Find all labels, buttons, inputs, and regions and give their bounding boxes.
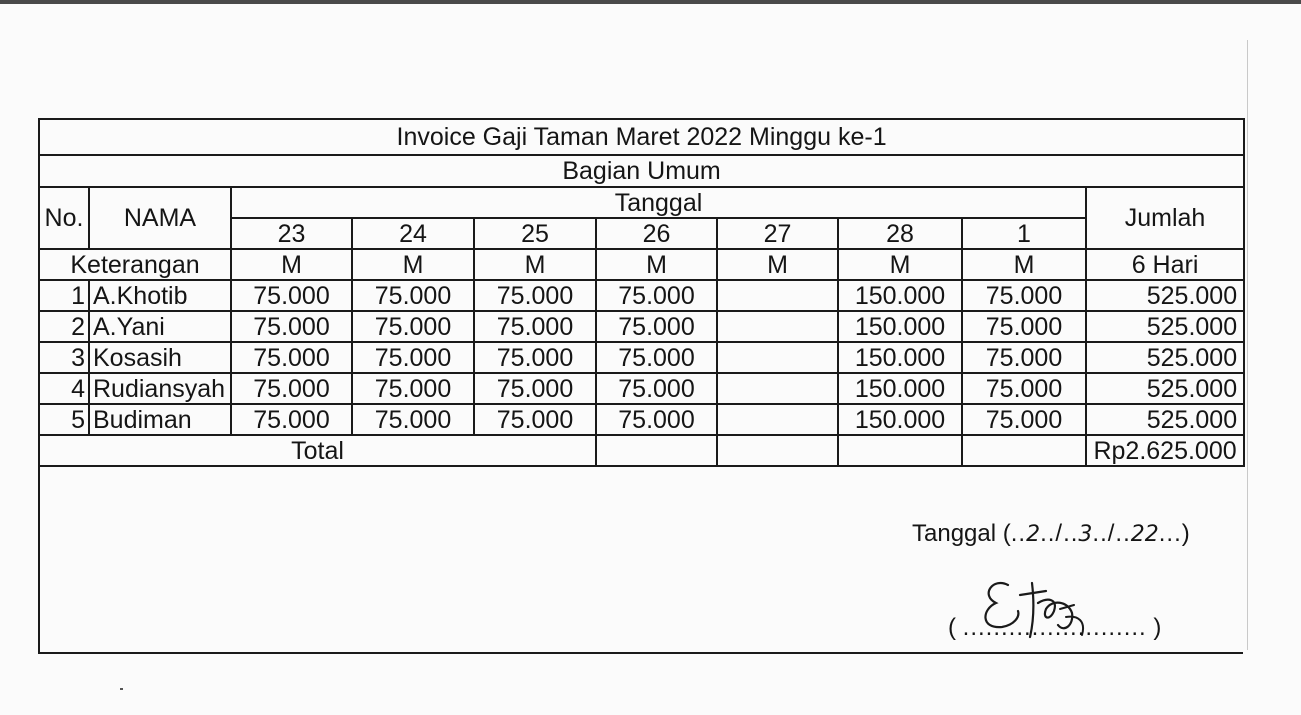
row-no: 2	[39, 311, 89, 342]
row-name: Kosasih	[89, 342, 231, 373]
row-d23: 75.000	[231, 373, 352, 404]
row-d27	[717, 311, 838, 342]
row-d1: 75.000	[962, 342, 1086, 373]
scan-top-edge	[0, 0, 1301, 4]
row-d26: 75.000	[596, 280, 717, 311]
row-name: Rudiansyah	[89, 373, 231, 404]
row-d28: 150.000	[838, 342, 962, 373]
invoice-title: Invoice Gaji Taman Maret 2022 Minggu ke-1	[39, 119, 1244, 155]
date-col-28: 28	[838, 218, 962, 249]
row-d27	[717, 404, 838, 435]
row-name: A.Yani	[89, 311, 231, 342]
table-row	[39, 404, 1244, 435]
row-d28: 150.000	[838, 311, 962, 342]
row-name: A.Khotib	[89, 280, 231, 311]
row-d28: 150.000	[838, 373, 962, 404]
date-col-27: 27	[717, 218, 838, 249]
jumlah-days: 6 Hari	[1086, 249, 1244, 280]
footer-date: Tanggal (..2../..3../..22...)	[912, 520, 1190, 547]
row-d24: 75.000	[352, 404, 474, 435]
header-nama: NAMA	[89, 187, 231, 249]
code-25: M	[474, 249, 596, 280]
row-d24: 75.000	[352, 280, 474, 311]
row-no: 3	[39, 342, 89, 373]
sig-close: )	[1153, 614, 1162, 641]
row-d25: 75.000	[474, 404, 596, 435]
total-empty-cell	[596, 435, 717, 466]
invoice-table	[38, 118, 1245, 467]
row-d26: 75.000	[596, 373, 717, 404]
row-d1: 75.000	[962, 373, 1086, 404]
row-total: 525.000	[1086, 342, 1244, 373]
row-d23: 75.000	[231, 404, 352, 435]
row-d27	[717, 342, 838, 373]
row-d1: 75.000	[962, 404, 1086, 435]
table-row	[39, 311, 1244, 342]
row-d1: 75.000	[962, 280, 1086, 311]
row-total: 525.000	[1086, 280, 1244, 311]
code-28: M	[838, 249, 962, 280]
table-row	[39, 373, 1244, 404]
row-d25: 75.000	[474, 311, 596, 342]
row-d1: 75.000	[962, 311, 1086, 342]
row-d25: 75.000	[474, 280, 596, 311]
row-total: 525.000	[1086, 404, 1244, 435]
header-keterangan: Keterangan	[39, 249, 231, 280]
code-24: M	[352, 249, 474, 280]
header-jumlah: Jumlah	[1086, 187, 1244, 249]
grand-total: Rp2.625.000	[1086, 435, 1244, 466]
code-23: M	[231, 249, 352, 280]
date-col-25: 25	[474, 218, 596, 249]
row-d23: 75.000	[231, 342, 352, 373]
row-d28: 150.000	[838, 280, 962, 311]
table-row	[39, 280, 1244, 311]
row-d24: 75.000	[352, 373, 474, 404]
row-d26: 75.000	[596, 311, 717, 342]
row-name: Budiman	[89, 404, 231, 435]
invoice-subtitle: Bagian Umum	[39, 155, 1244, 187]
scan-speck	[120, 688, 123, 690]
date-year: 22	[1130, 522, 1159, 547]
row-d24: 75.000	[352, 342, 474, 373]
total-empty-cell	[962, 435, 1086, 466]
date-month: 3	[1078, 522, 1093, 547]
row-d25: 75.000	[474, 373, 596, 404]
row-d24: 75.000	[352, 311, 474, 342]
row-d28: 150.000	[838, 404, 962, 435]
row-total: 525.000	[1086, 373, 1244, 404]
row-d27	[717, 280, 838, 311]
total-row	[39, 435, 1244, 466]
header-no: No.	[39, 187, 89, 249]
sig-open: (	[948, 614, 956, 641]
table-row	[39, 342, 1244, 373]
code-27: M	[717, 249, 838, 280]
header-tanggal: Tanggal	[231, 187, 1086, 218]
date-col-23: 23	[231, 218, 352, 249]
total-label: Total	[39, 435, 596, 466]
row-d26: 75.000	[596, 404, 717, 435]
date-col-24: 24	[352, 218, 474, 249]
row-total: 525.000	[1086, 311, 1244, 342]
row-d27	[717, 373, 838, 404]
date-close: )	[1181, 520, 1190, 547]
date-day: 2	[1026, 522, 1041, 547]
date-col-1: 1	[962, 218, 1086, 249]
date-label: Tanggal (	[912, 520, 1011, 547]
scan-right-edge	[1247, 40, 1248, 650]
total-empty-cell	[838, 435, 962, 466]
row-no: 5	[39, 404, 89, 435]
row-d23: 75.000	[231, 280, 352, 311]
code-26: M	[596, 249, 717, 280]
row-d25: 75.000	[474, 342, 596, 373]
row-no: 4	[39, 373, 89, 404]
signature-line: ( ........................ )	[948, 614, 1162, 641]
row-no: 1	[39, 280, 89, 311]
row-d26: 75.000	[596, 342, 717, 373]
date-col-26: 26	[596, 218, 717, 249]
code-1: M	[962, 249, 1086, 280]
row-d23: 75.000	[231, 311, 352, 342]
total-empty-cell	[717, 435, 838, 466]
